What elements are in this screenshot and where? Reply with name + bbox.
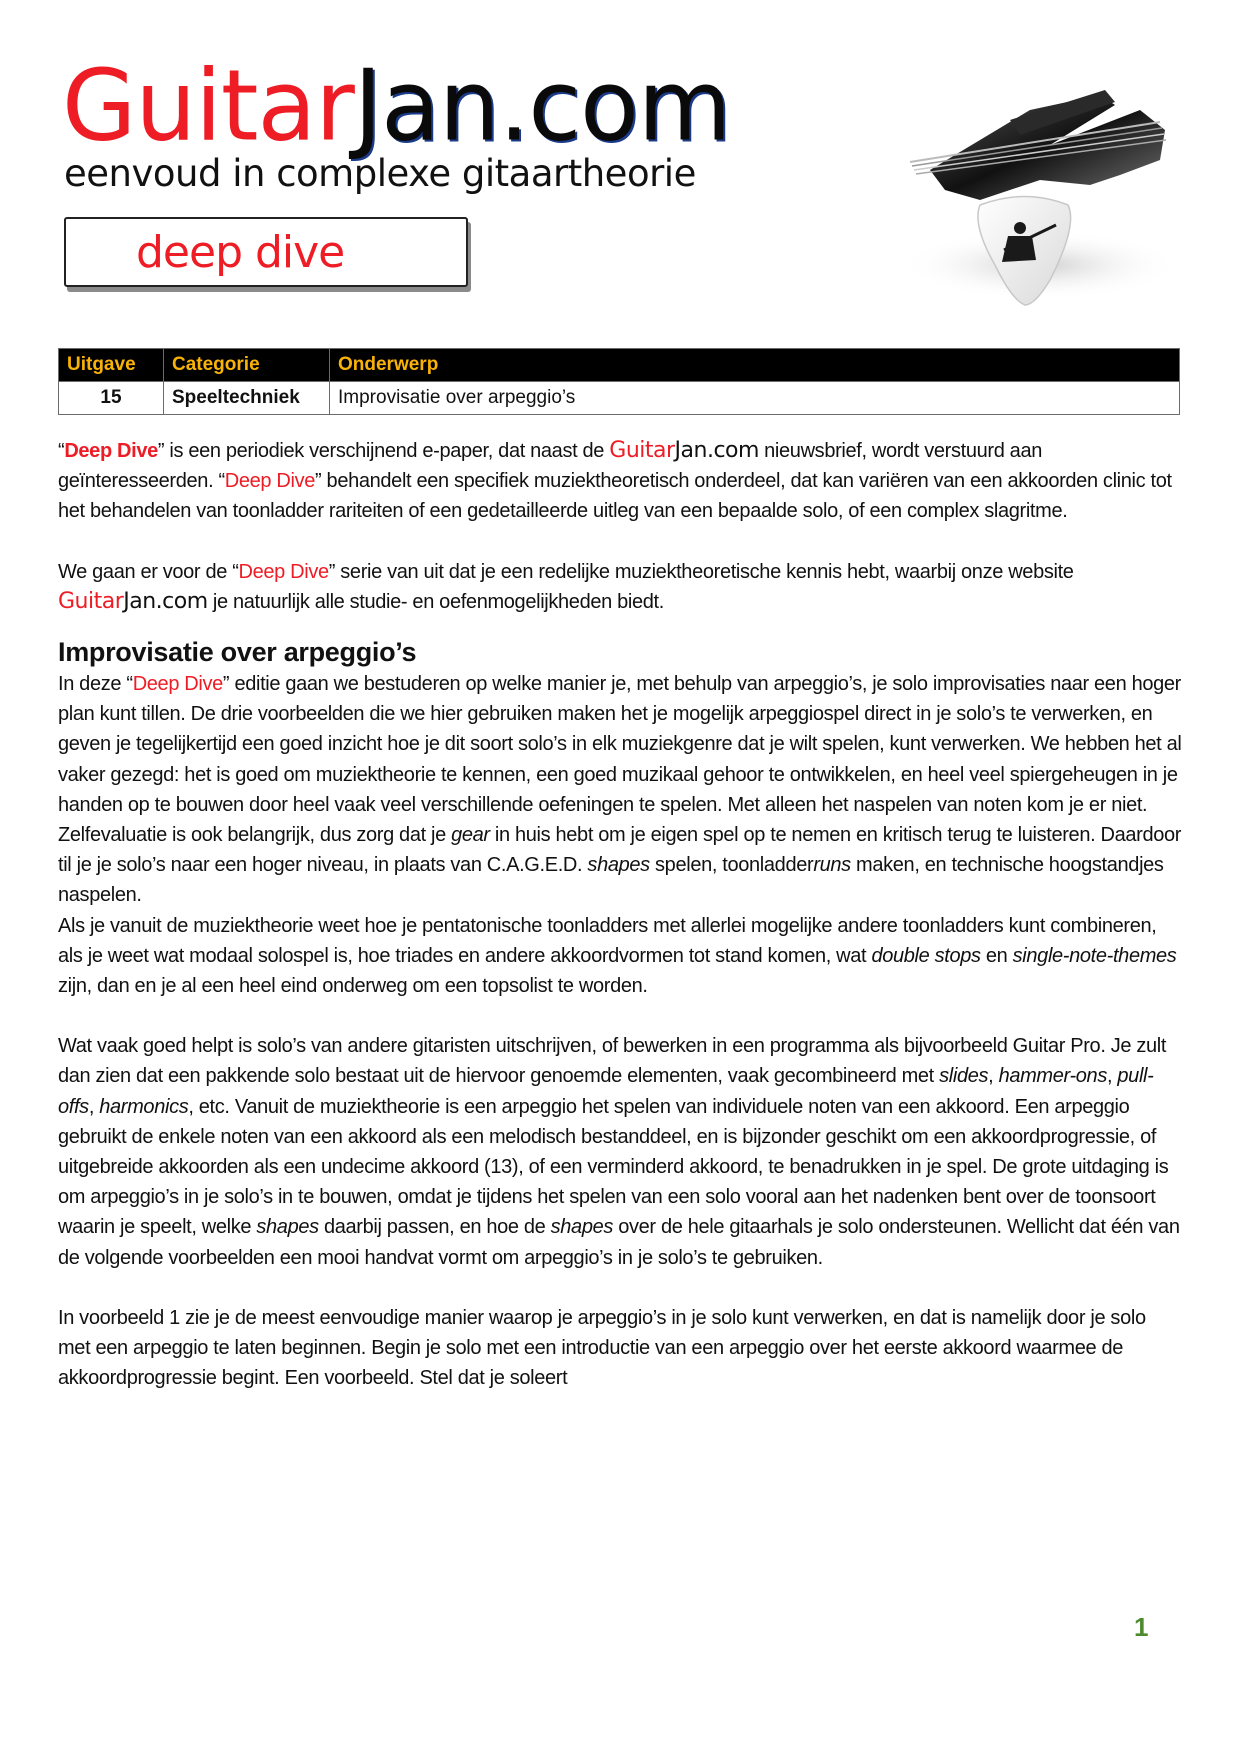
inline-logo-guitar: Guitar: [609, 438, 675, 463]
emphasis: single-note-themes: [1012, 944, 1177, 967]
text: en: [980, 944, 1013, 967]
intro-paragraph-2: [58, 557, 1183, 617]
deep-dive-badge: [64, 217, 468, 287]
inline-logo-jan-com: Jan.com: [123, 588, 208, 614]
text: Als je vanuit de muziektheorie weet hoe je pentatonische toonladders met allerlei mogelijke andere toonladders kunt combineren, als je weet wat modaal solospel is, hoe triades en andere akkoordvormen tot stand komen, wat: [58, 914, 1157, 967]
section-paragraph-4: In voorbeeld 1 zie je de meest eenvoudige manier waarop je arpeggio’s in je solo kunt verwerken, en dat is namelijk door je solo met een arpeggio te laten beginnen. Begin je solo met een introductie van een arpeggio over het eerste akkoord waarmee de akkoordprogressie begint. Een voorbeeld. Stel dat je soleert: [58, 1306, 1146, 1390]
text: In deze “: [58, 673, 133, 696]
table-row: [59, 382, 1180, 415]
emphasis: shapes: [587, 854, 650, 877]
header-uitgave: Uitgave: [59, 349, 164, 382]
logo-tagline: eenvoud in complexe gitaartheorie: [64, 152, 696, 195]
section-paragraph-3: [58, 1031, 1183, 1273]
deep-dive-badge-label: deep dive: [136, 227, 345, 278]
header-categorie: Categorie: [164, 349, 330, 382]
text: , etc. Vanuit de muziektheorie is een arpeggio het spelen van individuele noten van een akkoord. Een arpeggio gebruikt de enkele noten van een akkoord als een melodisch bestanddeel, en is bijzonder geschikt om een akkoordprogressie, of uitgebreide akkoorden als een undecime akkoord (13), of een verminderd akkoord, te benadrukken in je spel. De grote uitdaging is om arpeggio’s in je solo’s in te bouwen, omdat je tijdens het spelen van een solo vooral aan het nadenken bent over de toonsoort waarin je speelt, welke: [58, 1095, 1169, 1239]
inline-logo: [609, 438, 759, 463]
emphasis: shapes: [256, 1216, 319, 1239]
text: je natuurlijk alle studie- en oefenmogelijkheden biedt.: [207, 590, 664, 613]
text: ,: [1106, 1065, 1118, 1088]
text: ,: [88, 1095, 100, 1118]
emphasis: shapes: [550, 1216, 614, 1239]
text: maken, en technische hoogstandjes naspelen.: [58, 854, 1164, 907]
text: zijn, dan en je al een heel eind onderweg om een topsolist te worden.: [58, 975, 648, 998]
header-onderwerp: Onderwerp: [330, 349, 1180, 382]
issue-info-table: [58, 348, 1180, 415]
text: spelen, toonladder: [649, 854, 814, 877]
text: ,: [988, 1065, 999, 1088]
section-title: Improvisatie over arpeggio’s: [58, 637, 417, 668]
text: ” serie van uit dat je een redelijke muziektheoretische kennis hebt, waarbij onze website: [328, 560, 1074, 583]
text: over de hele gitaarhals je solo ondersteunen. Wellicht dat één van de volgende voorbeelden een mooi handvat vormt om arpeggio’s in je solo’s te gebruiken.: [58, 1216, 1180, 1269]
table-header-row: [59, 349, 1180, 382]
text: ” behandelt een specifiek muziektheoretisch onderdeel, dat kan variëren van een akkoorden clinic tot het behandelen van toonladder rariteiten of een gedetailleerde uitleg van een bepaalde solo, of een complex slagritme.: [58, 470, 1172, 523]
emphasis: pull-offs: [58, 1065, 1154, 1118]
text: ” editie gaan we bestuderen op welke manier je, met behulp van arpeggio’s, je solo improvisaties naar een hoger plan kunt tillen. De drie voorbeelden die we hier gebruiken maken het je mogelijk arpeggiospel direct in je solo’s te verwerken, en geven je tegelijkertijd een goed inzicht hoe je dit soort solo’s in elk muziekgenre dat je wilt spelen, kunt verwerken. We hebben het al vaker gezegd: het is goed om muziektheorie te kennen, een goed muzikaal gehoor te ontwikkelen, en heel veel spiergeheugen in je handen op te bouwen door heel vaak veel verschillende oefeningen te spelen. Met alleen het naspelen van noten kom je er niet. Zelfevaluatie is ook belangrijk, dus zorg dat je: [58, 673, 1182, 847]
inline-logo: [58, 589, 208, 614]
cell-uitgave: 15: [59, 382, 164, 415]
deep-dive-mention: Deep Dive: [224, 470, 316, 493]
emphasis: double stops: [871, 944, 981, 967]
text: ” is een periodiek verschijnend e-paper, dat naast de: [157, 440, 610, 462]
inline-logo-guitar: Guitar: [58, 588, 124, 614]
guitar-and-pick-icon: [890, 50, 1190, 330]
article-body: [58, 436, 1183, 1393]
inline-logo-jan-com: Jan.com: [674, 438, 759, 463]
section-paragraph-2: [58, 911, 1183, 1002]
cell-onderwerp: Improvisatie over arpeggio’s: [330, 382, 1180, 415]
cell-categorie: Speeltechniek: [164, 382, 330, 415]
text: Wat vaak goed helpt is solo’s van andere gitaristen uitschrijven, of bewerken in een programma als bijvoorbeeld Guitar Pro. Je zult dan zien dat een pakkende solo bestaat uit de hiervoor genoemde elementen, vaak gecombineerd met: [58, 1035, 1167, 1088]
logo-jan-com: Jan.com: [353, 48, 731, 164]
page-number: 1: [1134, 1612, 1149, 1642]
section-paragraph-1: [58, 669, 1183, 911]
emphasis: hammer-ons: [998, 1065, 1107, 1088]
text: nieuwsbrief, wordt verstuurd aan geïnteresseerden. “: [58, 440, 1042, 493]
emphasis: harmonics: [99, 1095, 189, 1118]
intro-paragraph-1: [58, 436, 1183, 527]
text: “: [58, 440, 65, 462]
emphasis: runs: [813, 854, 851, 877]
deep-dive-mention: Deep Dive: [132, 673, 223, 696]
deep-dive-mention: Deep Dive: [64, 440, 158, 462]
logo-guitar: Guitar: [62, 48, 354, 164]
emphasis: slides: [939, 1065, 989, 1088]
emphasis: gear: [451, 824, 490, 847]
text: We gaan er voor de “: [58, 560, 239, 583]
deep-dive-mention: Deep Dive: [238, 560, 329, 583]
site-logo: [62, 48, 731, 164]
text: in huis hebt om je eigen spel op te nemen en kritisch terug te luisteren. Daardoor til je je solo’s naar een hoger niveau, in plaats van C.A.G.E.D.: [58, 824, 1182, 877]
text: daarbij passen, en hoe de: [318, 1216, 551, 1239]
